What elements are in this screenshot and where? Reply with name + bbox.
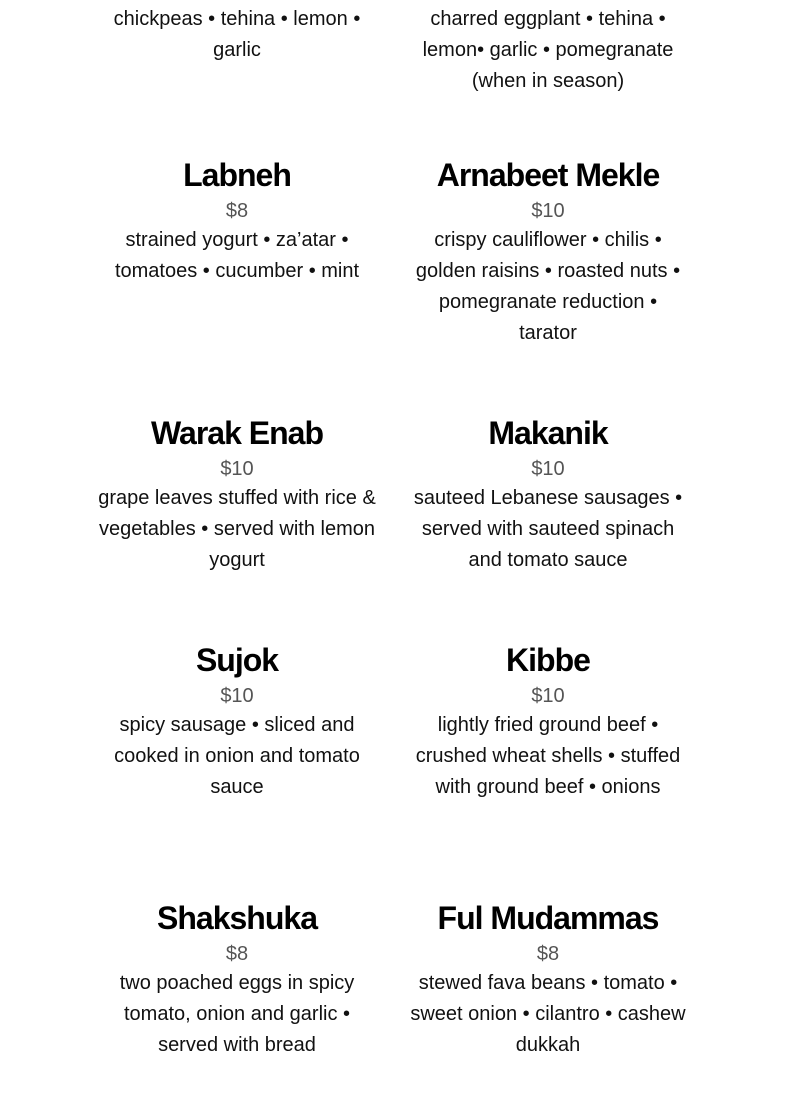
menu-item-price: $8: [536, 943, 560, 965]
menu-item-title: Sujok: [195, 642, 279, 678]
menu-item-price: $8: [225, 200, 249, 222]
menu-item-hummus: [97, 4, 377, 66]
menu-item-price: $10: [531, 200, 565, 222]
menu-item-description: crispy cauliflower • chilis • golden raisins • roasted nuts • pomegranate reduction • tarator: [415, 229, 681, 344]
menu-item-price: $10: [531, 685, 565, 707]
menu-item-labneh: [97, 155, 377, 287]
menu-item-sujok: [97, 640, 377, 803]
menu-item-title: Arnabeet Mekle: [436, 157, 660, 193]
menu-item-description: stewed fava beans • tomato • sweet onion • cilantro • cashew dukkah: [410, 972, 686, 1056]
menu-item-title: Labneh: [183, 157, 291, 193]
menu-item-description: spicy sausage • sliced and cooked in onion and tomato sauce: [114, 714, 360, 798]
menu-item-title: Ful Mudammas: [437, 900, 659, 936]
menu-item-description: sauteed Lebanese sausages • served with sauteed spinach and tomato sauce: [413, 487, 683, 571]
menu-item-warak-enab: [97, 413, 377, 576]
menu-item-title: Warak Enab: [151, 415, 323, 451]
menu-item-kibbe: [408, 640, 688, 803]
menu-item-price: $10: [531, 458, 565, 480]
menu-item-title: Makanik: [488, 415, 608, 451]
menu-item-price: $10: [220, 685, 254, 707]
menu-item-title: Shakshuka: [157, 900, 317, 936]
menu-item-title: Kibbe: [506, 642, 590, 678]
menu-item-description: strained yogurt • za’atar • tomatoes • cucumber • mint: [114, 229, 360, 282]
menu-item-price: $8: [225, 943, 249, 965]
menu-item-makanik: [408, 413, 688, 576]
menu-item-description: charred eggplant • tehina • lemon• garlic • pomegranate (when in season): [422, 8, 674, 92]
menu-item-ful-mudammas: [408, 898, 688, 1061]
menu-item-price: $10: [220, 458, 254, 480]
menu-item-description: grape leaves stuffed with rice & vegetables • served with lemon yogurt: [98, 487, 376, 571]
menu-item-arnabeet-mekle: [408, 155, 688, 349]
menu-item-baba-ghanoush: [408, 4, 688, 97]
menu-item-description: lightly fried ground beef • crushed wheat shells • stuffed with ground beef • onions: [415, 714, 681, 798]
menu-item-description: chickpeas • tehina • lemon • garlic: [113, 8, 361, 61]
menu-item-description: two poached eggs in spicy tomato, onion and garlic • served with bread: [119, 972, 355, 1056]
menu-item-shakshuka: [97, 898, 377, 1061]
